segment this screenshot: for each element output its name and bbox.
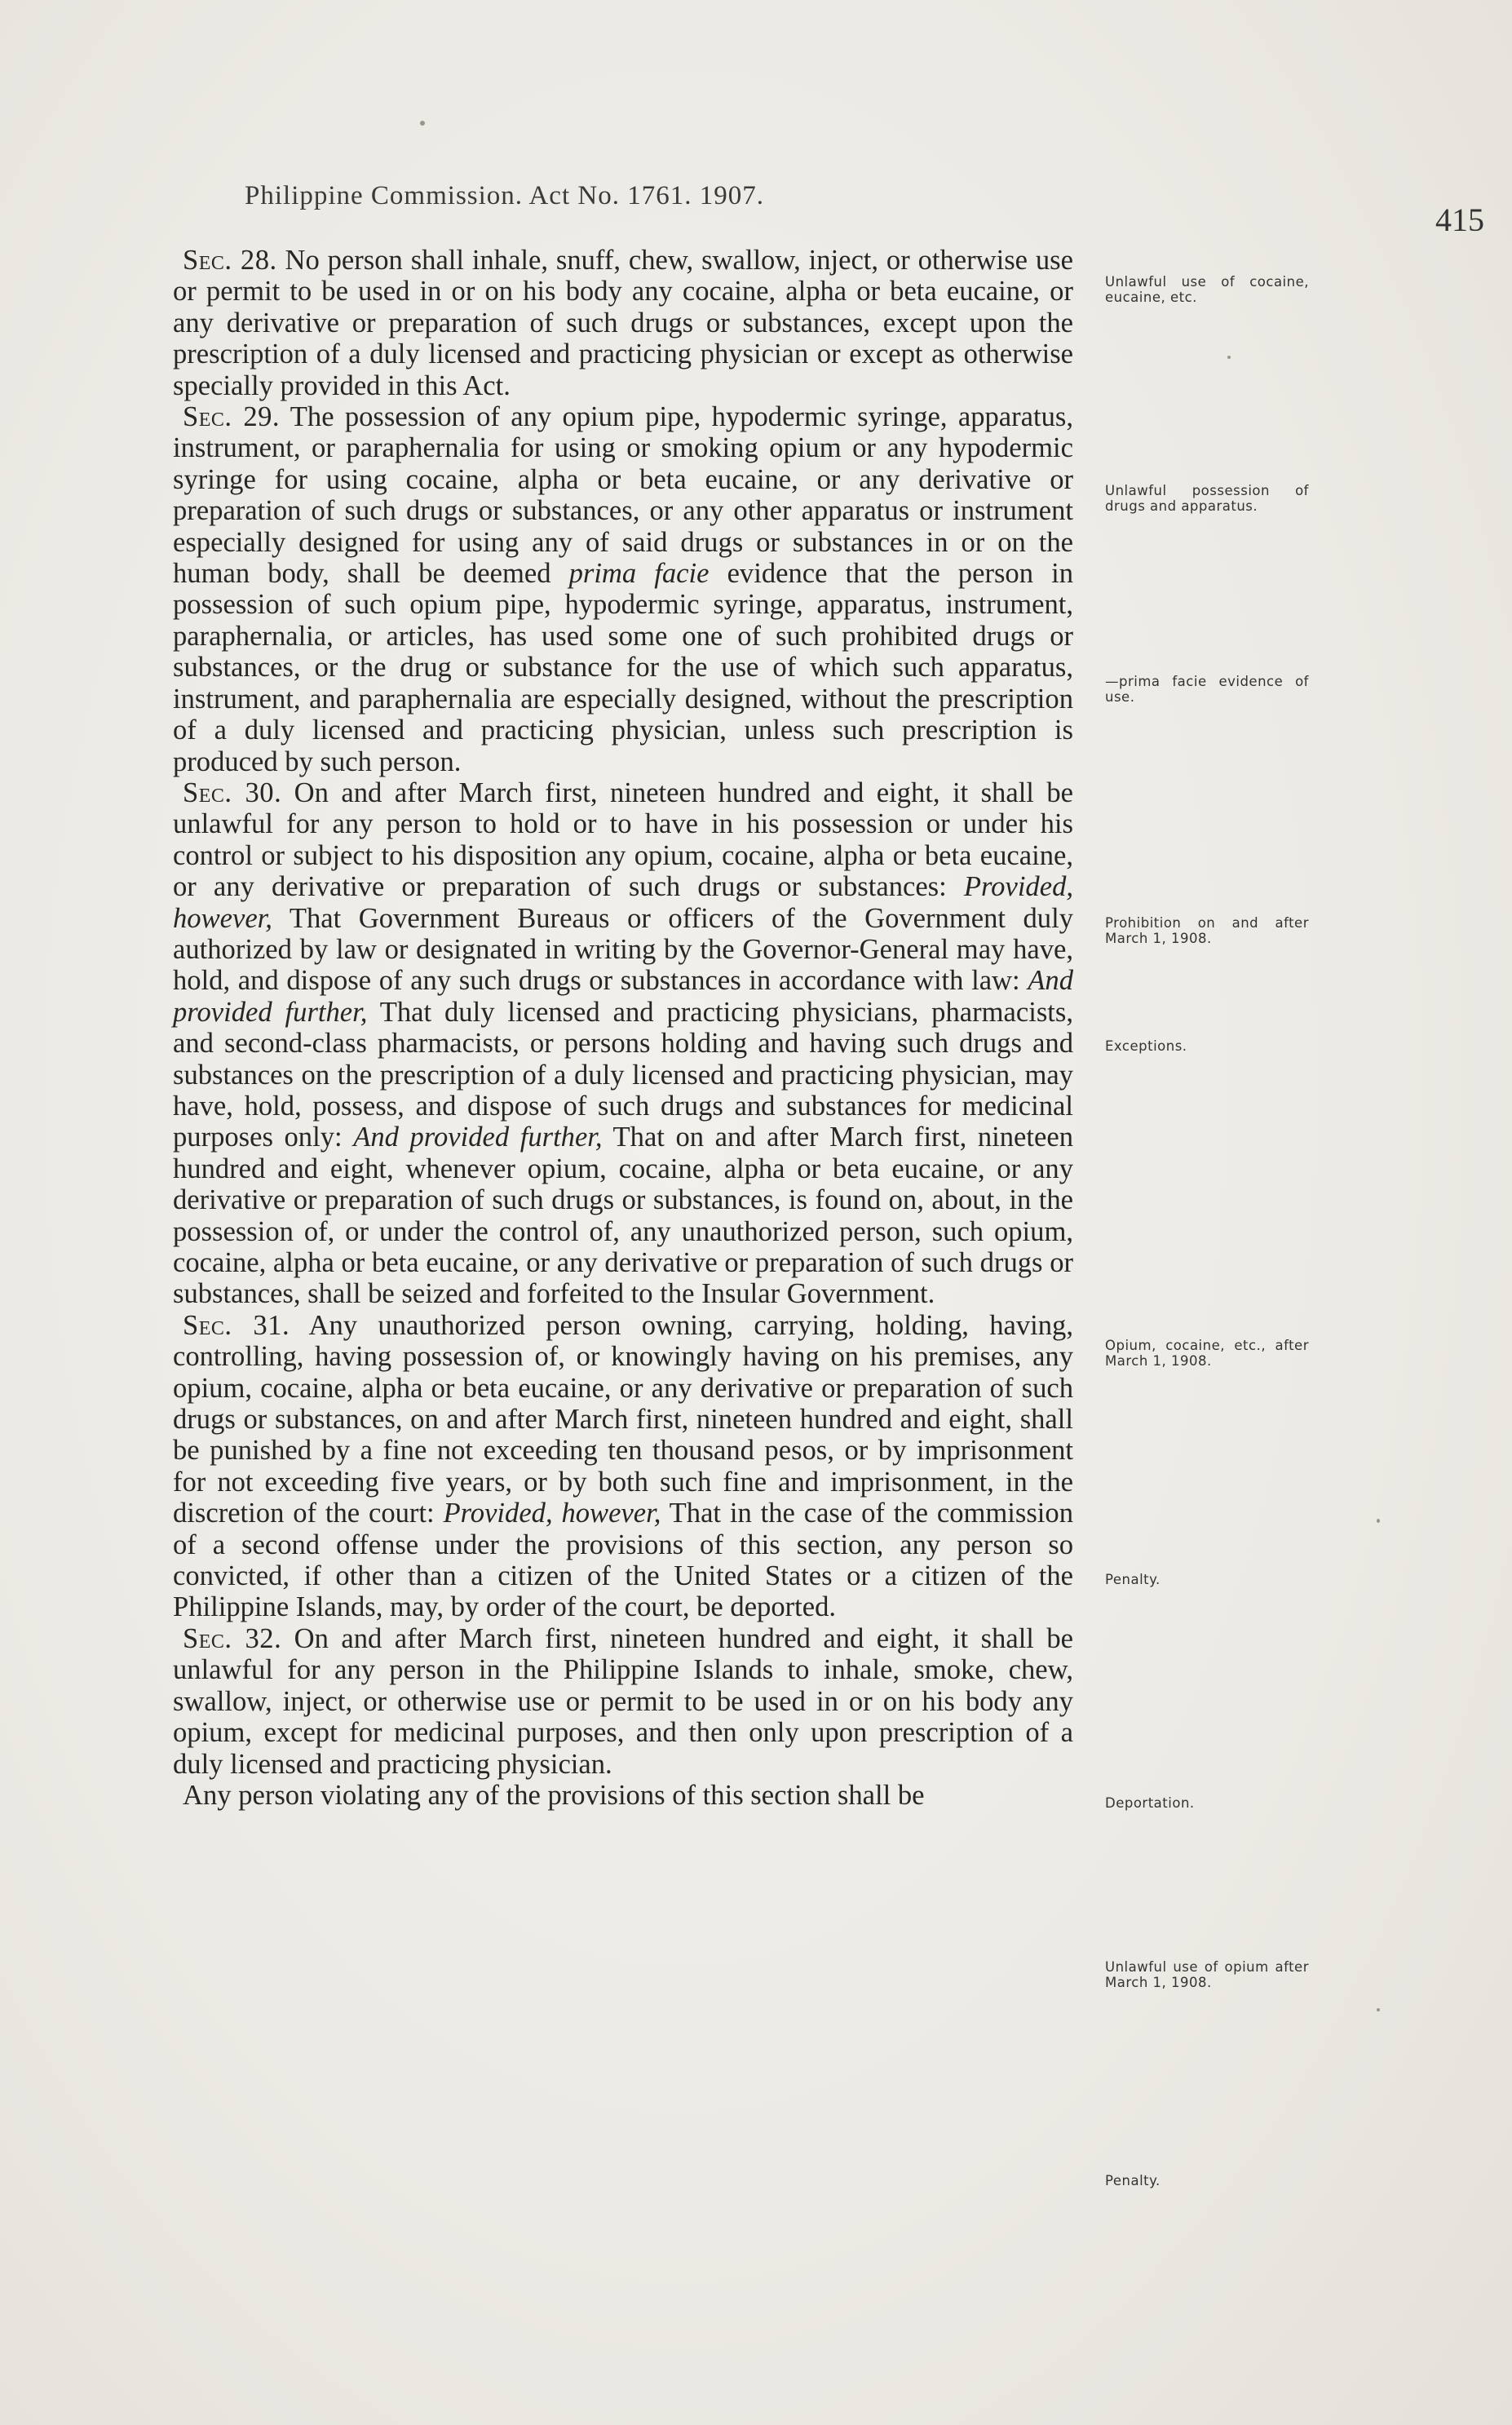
page-number: 415 <box>1435 201 1484 238</box>
section-text: No person shall inhale, snuff, chew, swallow, inject, or otherwise use or permit to be used in or on his body any cocaine, alpha or beta eucaine, or any derivative or preparation of such drugs or substances, except upon the prescription of a duly licensed and practicing physician or except as otherwise specially provided in this Act. <box>173 245 1073 401</box>
section-text: On and after March first, nineteen hundred and eight, it shall be unlawful for any person in the Philippine Islands to inhale, smoke, chew, swallow, inject, or otherwise use or permit to be used in or on his body any opium, except for medicinal purposes, and then only upon prescription of a duly licensed and practicing physician. <box>173 1622 1073 1780</box>
italic-term: prima facie <box>568 558 710 590</box>
paper-speck <box>1377 2008 1380 2011</box>
section-32-penalty-line: Any person violating any of the provisions of this section shall be <box>183 1779 925 1811</box>
section-32 <box>173 1623 1073 1780</box>
section-text: That in the case of the commission of a second offense under the provisions of this section, any person so convicted, if other than a citizen of the United States or a citizen of the Philippine Islands, may, by order of the court, be deported. <box>173 1498 1073 1623</box>
body-text <box>173 245 1073 1811</box>
margin-note-opium-cocaine: Opium, cocaine, etc., after March 1, 1908. <box>1105 1338 1309 1369</box>
section-text: evidence that the person in possession of such opium pipe, hypodermic syringe, apparatus, instrument, paraphernalia, or articles, has used some one of such prohibited drugs or substances, or the drug or substance for the use of which such apparatus, instrument, and paraphernalia are especially designed, without the prescription of a duly licensed and practicing physician, unless such prescription is produced by such person. <box>173 558 1073 777</box>
margin-note-prohibition: Prohibition on and after March 1, 1908. <box>1105 915 1309 946</box>
section-29 <box>173 401 1073 777</box>
margin-note-penalty: Penalty. <box>1105 1572 1161 1587</box>
italic-proviso: Provided, however, <box>443 1498 661 1529</box>
section-text: That duly licensed and practicing physicians, pharmacists, and second-class pharmacists, or persons holding and having such drugs and substances on the prescription of a duly licensed and practicing physician, may have, hold, possess, and dispose of such drugs and substances for medicinal purposes only: <box>173 996 1073 1153</box>
section-28 <box>173 245 1073 401</box>
paper-speck <box>1377 1519 1380 1523</box>
margin-note-unlawful-possession: Unlawful possession of drugs and apparatus. <box>1105 483 1309 514</box>
margin-note-unlawful-opium: Unlawful use of opium after March 1, 1908. <box>1105 1959 1309 1990</box>
section-text: That on and after March first, nineteen hundred and eight, whenever opium, cocaine, alpha or beta eucaine, or any derivative or preparation of such drugs or substances, is found on, about, in the possession of, or under the control of, any unauthorized person, such opium, cocaine, alpha or beta eucaine, or any derivative or preparation of such drugs or substances, shall be seized and forfeited to the Insular Government. <box>173 1122 1073 1310</box>
margin-note-penalty: Penalty. <box>1105 2173 1161 2188</box>
running-head: Philippine Commission. Act No. 1761. 1907. <box>245 181 764 210</box>
section-label: Sec. 32. <box>183 1622 282 1654</box>
margin-note-unlawful-cocaine: Unlawful use of cocaine, eucaine, etc. <box>1105 274 1309 305</box>
margin-note-deportation: Deportation. <box>1105 1795 1195 1811</box>
section-label: Sec. 29. <box>183 401 281 433</box>
section-text: On and after March first, nineteen hundred and eight, it shall be unlawful for any person to hold or to have in his possession or under his control or subject to his disposition any opium, cocaine, alpha or beta eucaine, or any derivative or preparation of such drugs or substances: <box>173 777 1073 903</box>
section-label: Sec. 28. <box>183 245 277 276</box>
paper-speck <box>420 121 425 126</box>
italic-proviso: Provided, however, <box>173 871 1073 934</box>
section-31 <box>173 1310 1073 1623</box>
section-label: Sec. 31. <box>183 1309 290 1341</box>
paper-speck <box>1227 356 1231 359</box>
margin-note-prima-facie: —prima facie evidence of use. <box>1105 674 1309 705</box>
italic-proviso: And provided further, <box>173 965 1073 1028</box>
section-30 <box>173 777 1073 1310</box>
margin-note-exceptions: Exceptions. <box>1105 1038 1187 1054</box>
section-text: The possession of any opium pipe, hypodermic syringe, apparatus, instrument, or paraphernalia for using or smoking opium or any hypodermic syringe for using cocaine, alpha or beta eucaine, or any derivative or preparation of such drugs or substances, or any other apparatus or instrument especially designed for using any of said drugs or substances in or on the human body, shall be deemed <box>173 401 1074 590</box>
italic-proviso: And provided further, <box>353 1122 603 1153</box>
section-text: That Government Bureaus or officers of the Government duly authorized by law or designated in writing by the Governor-General may have, hold, and dispose of any such drugs or substances in accordance with law: <box>173 902 1073 997</box>
section-text: Any unauthorized person owning, carrying, holding, having, controlling, having possession of, or knowingly having on his premises, any opium, cocaine, alpha or beta eucaine, or any derivative or preparation of such drugs or substances, on and after March first, nineteen hundred and eight, shall be punished by a fine not exceeding ten thousand pesos, or by imprisonment for not exceeding five years, or by both such fine and imprisonment, in the discretion of the court: <box>173 1309 1073 1529</box>
section-label: Sec. 30. <box>183 777 282 808</box>
